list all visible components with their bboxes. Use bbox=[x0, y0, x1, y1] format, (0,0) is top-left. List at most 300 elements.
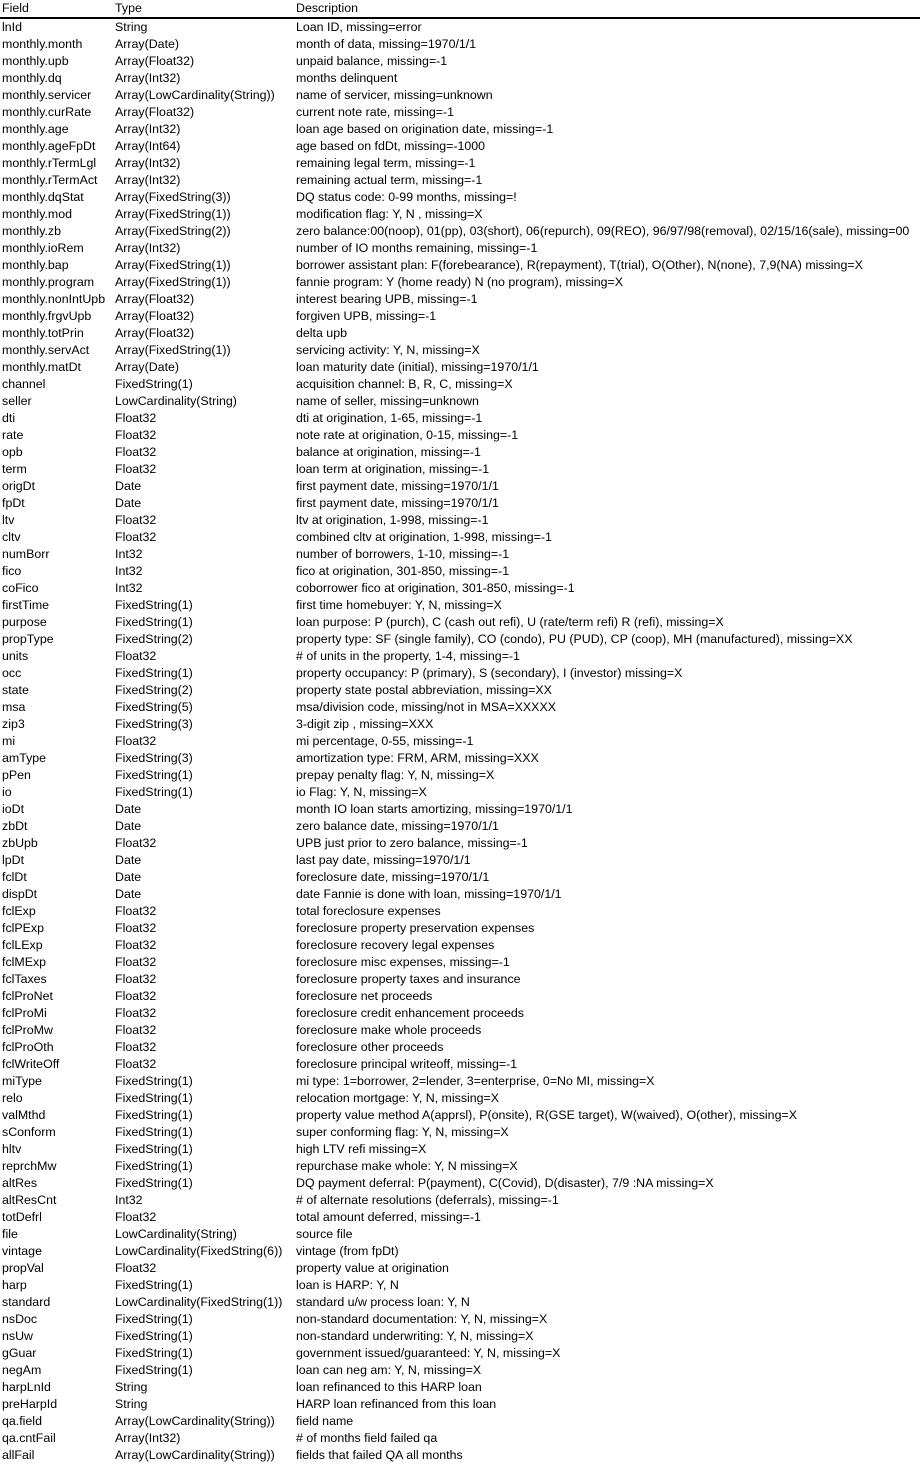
field-name-cell: fclLExp bbox=[2, 938, 43, 952]
table-row bbox=[0, 784, 920, 801]
field-name-cell: pPen bbox=[2, 768, 31, 782]
table-row bbox=[0, 325, 920, 342]
field-type-cell: Float32 bbox=[115, 1040, 157, 1054]
field-type-cell: Array(Int32) bbox=[115, 71, 181, 85]
field-description-cell: remaining legal term, missing=-1 bbox=[296, 156, 476, 170]
table-row bbox=[0, 546, 920, 563]
table-row bbox=[0, 1124, 920, 1141]
field-type-cell: Float32 bbox=[115, 428, 157, 442]
field-name-cell: monthly.zb bbox=[2, 224, 61, 238]
field-type-cell: Date bbox=[115, 479, 142, 493]
field-type-cell: Float32 bbox=[115, 1006, 157, 1020]
field-type-cell: Array(Float32) bbox=[115, 309, 195, 323]
field-type-cell: Array(Int32) bbox=[115, 122, 181, 136]
table-row bbox=[0, 665, 920, 682]
table-row bbox=[0, 206, 920, 223]
field-name-cell: valMthd bbox=[2, 1108, 46, 1122]
field-name-cell: mi bbox=[2, 734, 16, 748]
field-type-cell: Date bbox=[115, 870, 142, 884]
field-type-cell: FixedString(1) bbox=[115, 615, 193, 629]
field-description-cell: foreclosure other proceeds bbox=[296, 1040, 444, 1054]
field-type-cell: Float32 bbox=[115, 411, 157, 425]
field-name-cell: monthly.program bbox=[2, 275, 95, 289]
field-description-cell: total foreclosure expenses bbox=[296, 904, 441, 918]
table-row bbox=[0, 1379, 920, 1396]
field-type-cell: Array(FixedString(2)) bbox=[115, 224, 231, 238]
field-name-cell: standard bbox=[2, 1295, 51, 1309]
field-name-cell: msa bbox=[2, 700, 26, 714]
table-row bbox=[0, 18, 920, 36]
field-description-cell: loan refinanced to this HARP loan bbox=[296, 1380, 482, 1394]
field-description-cell: standard u/w process loan: Y, N bbox=[296, 1295, 470, 1309]
field-description-cell: super conforming flag: Y, N, missing=X bbox=[296, 1125, 509, 1139]
field-type-cell: FixedString(3) bbox=[115, 751, 193, 765]
field-type-cell: Int32 bbox=[115, 1193, 143, 1207]
field-name-cell: fclDt bbox=[2, 870, 27, 884]
field-type-cell: Array(Int32) bbox=[115, 1431, 181, 1445]
field-name-cell: monthly.age bbox=[2, 122, 69, 136]
field-description-cell: modification flag: Y, N , missing=X bbox=[296, 207, 483, 221]
field-type-cell: Float32 bbox=[115, 972, 157, 986]
field-description-cell: total amount deferred, missing=-1 bbox=[296, 1210, 481, 1224]
table-row bbox=[0, 155, 920, 172]
table-row bbox=[0, 138, 920, 155]
field-name-cell: seller bbox=[2, 394, 32, 408]
field-name-cell: monthly.totPrin bbox=[2, 326, 84, 340]
field-name-cell: monthly.dq bbox=[2, 71, 62, 85]
field-type-cell: Float32 bbox=[115, 649, 157, 663]
field-name-cell: io bbox=[2, 785, 12, 799]
field-description-cell: delta upb bbox=[296, 326, 347, 340]
table-row bbox=[0, 359, 920, 376]
field-type-cell: FixedString(1) bbox=[115, 1278, 193, 1292]
field-type-cell: FixedString(1) bbox=[115, 1329, 193, 1343]
field-type-cell: Array(FixedString(3)) bbox=[115, 190, 231, 204]
column-header-description: Description bbox=[294, 0, 920, 18]
field-name-cell: nsDoc bbox=[2, 1312, 38, 1326]
field-name-cell: relo bbox=[2, 1091, 23, 1105]
field-type-cell: Array(Int32) bbox=[115, 156, 181, 170]
field-name-cell: preHarpId bbox=[2, 1397, 58, 1411]
field-type-cell: Array(Int64) bbox=[115, 139, 181, 153]
field-name-cell: vintage bbox=[2, 1244, 42, 1258]
field-description-cell: number of borrowers, 1-10, missing=-1 bbox=[296, 547, 510, 561]
field-name-cell: nsUw bbox=[2, 1329, 33, 1343]
field-description-cell: acquisition channel: B, R, C, missing=X bbox=[296, 377, 513, 391]
table-row bbox=[0, 1005, 920, 1022]
field-description-cell: prepay penalty flag: Y, N, missing=X bbox=[296, 768, 495, 782]
table-row bbox=[0, 1260, 920, 1277]
field-description-cell: fico at origination, 301-850, missing=-1 bbox=[296, 564, 510, 578]
field-description-cell: 3-digit zip , missing=XXX bbox=[296, 717, 434, 731]
field-name-cell: monthly.matDt bbox=[2, 360, 81, 374]
field-description-cell: unpaid balance, missing=-1 bbox=[296, 54, 448, 68]
table-row bbox=[0, 1022, 920, 1039]
field-description-cell: name of servicer, missing=unknown bbox=[296, 88, 493, 102]
field-type-cell: FixedString(1) bbox=[115, 1074, 193, 1088]
table-row bbox=[0, 937, 920, 954]
field-type-cell: Float32 bbox=[115, 445, 157, 459]
field-description-cell: government issued/guaranteed: Y, N, missing=X bbox=[296, 1346, 561, 1360]
field-name-cell: monthly.frgvUpb bbox=[2, 309, 92, 323]
field-name-cell: monthly.servicer bbox=[2, 88, 92, 102]
field-description-cell: zero balance date, missing=1970/1/1 bbox=[296, 819, 499, 833]
field-type-cell: Array(FixedString(1)) bbox=[115, 258, 231, 272]
column-header-field: Field bbox=[0, 0, 113, 18]
table-row bbox=[0, 1175, 920, 1192]
table-row bbox=[0, 767, 920, 784]
field-description-cell: loan age based on origination date, missing=-1 bbox=[296, 122, 554, 136]
table-row bbox=[0, 801, 920, 818]
field-name-cell: allFail bbox=[2, 1448, 35, 1462]
table-row bbox=[0, 274, 920, 291]
field-name-cell: fclProNet bbox=[2, 989, 53, 1003]
table-row bbox=[0, 1056, 920, 1073]
field-description-cell: relocation mortgage: Y, N, missing=X bbox=[296, 1091, 500, 1105]
field-description-cell: mi type: 1=borrower, 2=lender, 3=enterprise, 0=No MI, missing=X bbox=[296, 1074, 655, 1088]
table-row bbox=[0, 444, 920, 461]
field-description-cell: high LTV refi missing=X bbox=[296, 1142, 427, 1156]
field-name-cell: monthly.rTermLgl bbox=[2, 156, 97, 170]
field-description-cell: loan can neg am: Y, N, missing=X bbox=[296, 1363, 482, 1377]
table-row bbox=[0, 172, 920, 189]
field-name-cell: zbDt bbox=[2, 819, 28, 833]
field-name-cell: sConform bbox=[2, 1125, 56, 1139]
field-description-cell: age based on fdDt, missing=-1000 bbox=[296, 139, 486, 153]
field-type-cell: Array(Float32) bbox=[115, 54, 195, 68]
field-name-cell: fclMExp bbox=[2, 955, 47, 969]
table-row bbox=[0, 682, 920, 699]
field-name-cell: monthly.mod bbox=[2, 207, 73, 221]
field-type-cell: Date bbox=[115, 802, 142, 816]
field-type-cell: FixedString(1) bbox=[115, 1346, 193, 1360]
field-type-cell: FixedString(1) bbox=[115, 1159, 193, 1173]
table-row bbox=[0, 1396, 920, 1413]
field-name-cell: zip3 bbox=[2, 717, 25, 731]
table-row bbox=[0, 750, 920, 767]
field-description-cell: foreclosure net proceeds bbox=[296, 989, 433, 1003]
field-description-cell: loan is HARP: Y, N bbox=[296, 1278, 399, 1292]
field-description-cell: property type: SF (single family), CO (condo), PU (PUD), CP (coop), MH (manufactured), missing=XX bbox=[296, 632, 853, 646]
field-type-cell: String bbox=[115, 20, 148, 34]
table-row bbox=[0, 291, 920, 308]
field-type-cell: LowCardinality(String) bbox=[115, 1227, 237, 1241]
table-row bbox=[0, 580, 920, 597]
field-type-cell: FixedString(1) bbox=[115, 1363, 193, 1377]
table-row bbox=[0, 529, 920, 546]
field-name-cell: ltv bbox=[2, 513, 15, 527]
table-row bbox=[0, 121, 920, 138]
field-name-cell: altResCnt bbox=[2, 1193, 57, 1207]
field-type-cell: Array(FixedString(1)) bbox=[115, 343, 231, 357]
field-name-cell: reprchMw bbox=[2, 1159, 57, 1173]
field-name-cell: opb bbox=[2, 445, 23, 459]
field-description-cell: foreclosure principal writeoff, missing=-1 bbox=[296, 1057, 518, 1071]
field-description-cell: loan purpose: P (purch), C (cash out refi), U (rate/term refi) R (refi), missing=X bbox=[296, 615, 724, 629]
table-row bbox=[0, 87, 920, 104]
table-row bbox=[0, 1413, 920, 1430]
field-type-cell: Array(Float32) bbox=[115, 105, 195, 119]
table-row bbox=[0, 869, 920, 886]
field-name-cell: totDefrl bbox=[2, 1210, 42, 1224]
field-description-cell: interest bearing UPB, missing=-1 bbox=[296, 292, 478, 306]
field-description-cell: source file bbox=[296, 1227, 353, 1241]
field-type-cell: Float32 bbox=[115, 836, 157, 850]
field-type-cell: Array(LowCardinality(String)) bbox=[115, 1414, 275, 1428]
field-type-cell: FixedString(1) bbox=[115, 768, 193, 782]
field-description-cell: remaining actual term, missing=-1 bbox=[296, 173, 483, 187]
table-row bbox=[0, 733, 920, 750]
table-row bbox=[0, 1430, 920, 1447]
field-name-cell: monthly.rTermAct bbox=[2, 173, 98, 187]
field-type-cell: Array(Float32) bbox=[115, 326, 195, 340]
table-row bbox=[0, 1345, 920, 1362]
field-name-cell: fclTaxes bbox=[2, 972, 47, 986]
field-name-cell: term bbox=[2, 462, 27, 476]
table-row bbox=[0, 1447, 920, 1464]
table-row bbox=[0, 852, 920, 869]
field-description-cell: loan maturity date (initial), missing=1970/1/1 bbox=[296, 360, 539, 374]
field-description-cell: non-standard underwriting: Y, N, missing=X bbox=[296, 1329, 534, 1343]
table-row bbox=[0, 563, 920, 580]
field-description-cell: property occupancy: P (primary), S (secondary), I (investor) missing=X bbox=[296, 666, 683, 680]
field-name-cell: lpDt bbox=[2, 853, 25, 867]
table-row bbox=[0, 988, 920, 1005]
field-type-cell: Date bbox=[115, 853, 142, 867]
field-description-cell: months delinquent bbox=[296, 71, 398, 85]
field-name-cell: rate bbox=[2, 428, 24, 442]
table-row bbox=[0, 1311, 920, 1328]
field-type-cell: Float32 bbox=[115, 1210, 157, 1224]
field-name-cell: state bbox=[2, 683, 29, 697]
field-description-cell: Loan ID, missing=error bbox=[296, 20, 422, 34]
field-name-cell: monthly.ioRem bbox=[2, 241, 84, 255]
field-description-cell: ltv at origination, 1-998, missing=-1 bbox=[296, 513, 489, 527]
field-name-cell: harp bbox=[2, 1278, 27, 1292]
field-type-cell: Array(Int32) bbox=[115, 173, 181, 187]
table-row bbox=[0, 36, 920, 53]
field-name-cell: propVal bbox=[2, 1261, 44, 1275]
table-row bbox=[0, 716, 920, 733]
field-name-cell: negAm bbox=[2, 1363, 42, 1377]
field-description-cell: non-standard documentation: Y, N, missing=X bbox=[296, 1312, 548, 1326]
field-type-cell: FixedString(1) bbox=[115, 598, 193, 612]
field-description-cell: first time homebuyer: Y, N, missing=X bbox=[296, 598, 502, 612]
field-type-cell: FixedString(1) bbox=[115, 377, 193, 391]
field-description-cell: foreclosure make whole proceeds bbox=[296, 1023, 482, 1037]
field-name-cell: fpDt bbox=[2, 496, 25, 510]
field-name-cell: fclProOth bbox=[2, 1040, 54, 1054]
table-row bbox=[0, 1209, 920, 1226]
field-description-cell: mi percentage, 0-55, missing=-1 bbox=[296, 734, 474, 748]
field-description-cell: loan term at origination, missing=-1 bbox=[296, 462, 490, 476]
field-name-cell: monthly.dqStat bbox=[2, 190, 84, 204]
field-description-cell: field name bbox=[296, 1414, 354, 1428]
table-row bbox=[0, 1277, 920, 1294]
field-description-cell: coborrower fico at origination, 301-850, missing=-1 bbox=[296, 581, 575, 595]
field-description-cell: foreclosure property taxes and insurance bbox=[296, 972, 521, 986]
field-description-cell: dti at origination, 1-65, missing=-1 bbox=[296, 411, 483, 425]
field-name-cell: fclPExp bbox=[2, 921, 45, 935]
field-description-cell: foreclosure misc expenses, missing=-1 bbox=[296, 955, 510, 969]
field-description-cell: vintage (from fpDt) bbox=[296, 1244, 399, 1258]
field-description-cell: borrower assistant plan: F(forebearance), R(repayment), T(trial), O(Other), N(none), 7,9(NA) missing=X bbox=[296, 258, 863, 272]
field-name-cell: file bbox=[2, 1227, 18, 1241]
table-row bbox=[0, 308, 920, 325]
table-row bbox=[0, 189, 920, 206]
field-type-cell: String bbox=[115, 1397, 148, 1411]
field-type-cell: LowCardinality(String) bbox=[115, 394, 237, 408]
field-description-cell: DQ status code: 0-99 months, missing=! bbox=[296, 190, 517, 204]
field-type-cell: Float32 bbox=[115, 530, 157, 544]
field-type-cell: FixedString(3) bbox=[115, 717, 193, 731]
table-row bbox=[0, 886, 920, 903]
field-description-cell: amortization type: FRM, ARM, missing=XXX bbox=[296, 751, 539, 765]
field-type-cell: Float32 bbox=[115, 904, 157, 918]
field-type-cell: Float32 bbox=[115, 938, 157, 952]
field-name-cell: fclProMw bbox=[2, 1023, 53, 1037]
field-description-cell: io Flag: Y, N, missing=X bbox=[296, 785, 427, 799]
field-description-cell: property value method A(apprsl), P(onsite), R(GSE target), W(waived), O(other), missing=X bbox=[296, 1108, 797, 1122]
field-type-cell: FixedString(1) bbox=[115, 666, 193, 680]
field-description-cell: foreclosure credit enhancement proceeds bbox=[296, 1006, 524, 1020]
field-type-cell: FixedString(1) bbox=[115, 1108, 193, 1122]
table-row bbox=[0, 954, 920, 971]
field-name-cell: firstTime bbox=[2, 598, 50, 612]
field-description-cell: name of seller, missing=unknown bbox=[296, 394, 479, 408]
field-type-cell: Float32 bbox=[115, 1023, 157, 1037]
field-name-cell: monthly.nonIntUpb bbox=[2, 292, 106, 306]
table-row bbox=[0, 1158, 920, 1175]
table-row bbox=[0, 631, 920, 648]
field-description-cell: foreclosure property preservation expenses bbox=[296, 921, 535, 935]
table-row bbox=[0, 1107, 920, 1124]
field-description-cell: date Fannie is done with loan, missing=1970/1/1 bbox=[296, 887, 562, 901]
field-description-cell: servicing activity: Y, N, missing=X bbox=[296, 343, 480, 357]
field-type-cell: FixedString(1) bbox=[115, 785, 193, 799]
field-type-cell: Float32 bbox=[115, 989, 157, 1003]
field-description-cell: HARP loan refinanced from this loan bbox=[296, 1397, 497, 1411]
field-name-cell: purpose bbox=[2, 615, 47, 629]
field-description-cell: fields that failed QA all months bbox=[296, 1448, 463, 1462]
field-type-cell: FixedString(2) bbox=[115, 632, 193, 646]
field-type-cell: String bbox=[115, 1380, 148, 1394]
field-name-cell: monthly.curRate bbox=[2, 105, 92, 119]
field-description-cell: # of alternate resolutions (deferrals), missing=-1 bbox=[296, 1193, 559, 1207]
field-type-cell: Date bbox=[115, 819, 142, 833]
table-row bbox=[0, 70, 920, 87]
field-type-cell: Date bbox=[115, 496, 142, 510]
field-description-cell: month IO loan starts amortizing, missing=1970/1/1 bbox=[296, 802, 573, 816]
field-description-cell: first payment date, missing=1970/1/1 bbox=[296, 479, 499, 493]
field-name-cell: origDt bbox=[2, 479, 36, 493]
field-type-cell: FixedString(1) bbox=[115, 1142, 193, 1156]
table-row bbox=[0, 223, 920, 240]
field-name-cell: zbUpb bbox=[2, 836, 38, 850]
table-row bbox=[0, 818, 920, 835]
table-row bbox=[0, 240, 920, 257]
column-header-type: Type bbox=[113, 0, 294, 18]
table-row bbox=[0, 257, 920, 274]
field-type-cell: Array(Float32) bbox=[115, 292, 195, 306]
field-name-cell: fclWriteOff bbox=[2, 1057, 60, 1071]
field-type-cell: Float32 bbox=[115, 462, 157, 476]
field-type-cell: FixedString(2) bbox=[115, 683, 193, 697]
field-type-cell: Array(FixedString(1)) bbox=[115, 275, 231, 289]
field-description-cell: zero balance:00(noop), 01(pp), 03(short), 06(repurch), 09(REO), 96/97/98(removal), 02/15/16(sale), missing=00 bbox=[296, 224, 910, 238]
field-type-cell: Array(LowCardinality(String)) bbox=[115, 88, 275, 102]
field-description-cell: msa/division code, missing/not in MSA=XXXXX bbox=[296, 700, 556, 714]
field-type-cell: Int32 bbox=[115, 564, 143, 578]
field-type-cell: FixedString(5) bbox=[115, 700, 193, 714]
table-row bbox=[0, 342, 920, 359]
field-name-cell: monthly.ageFpDt bbox=[2, 139, 96, 153]
field-name-cell: ioDt bbox=[2, 802, 25, 816]
field-description-cell: combined cltv at origination, 1-998, missing=-1 bbox=[296, 530, 552, 544]
field-name-cell: altRes bbox=[2, 1176, 38, 1190]
field-name-cell: propType bbox=[2, 632, 54, 646]
table-row bbox=[0, 461, 920, 478]
field-name-cell: numBorr bbox=[2, 547, 50, 561]
field-description-cell: # of months field failed qa bbox=[296, 1431, 438, 1445]
table-row bbox=[0, 478, 920, 495]
field-name-cell: amType bbox=[2, 751, 47, 765]
field-description-cell: DQ payment deferral: P(payment), C(Covid), D(disaster), 7/9 :NA missing=X bbox=[296, 1176, 714, 1190]
field-type-cell: Int32 bbox=[115, 581, 143, 595]
field-description-cell: note rate at origination, 0-15, missing=-1 bbox=[296, 428, 519, 442]
table-row bbox=[0, 903, 920, 920]
field-name-cell: occ bbox=[2, 666, 22, 680]
table-row bbox=[0, 512, 920, 529]
field-type-cell: Float32 bbox=[115, 955, 157, 969]
field-description-cell: # of units in the property, 1-4, missing=-1 bbox=[296, 649, 520, 663]
table-row bbox=[0, 1294, 920, 1311]
field-description-cell: property state postal abbreviation, missing=XX bbox=[296, 683, 552, 697]
field-description-cell: fannie program: Y (home ready) N (no program), missing=X bbox=[296, 275, 624, 289]
table-row bbox=[0, 393, 920, 410]
table-header bbox=[0, 0, 920, 18]
field-name-cell: harpLnId bbox=[2, 1380, 51, 1394]
field-description-cell: balance at origination, missing=-1 bbox=[296, 445, 481, 459]
field-type-cell: Array(LowCardinality(String)) bbox=[115, 1448, 275, 1462]
field-type-cell: FixedString(1) bbox=[115, 1125, 193, 1139]
field-name-cell: qa.cntFail bbox=[2, 1431, 56, 1445]
field-type-cell: Array(Date) bbox=[115, 37, 180, 51]
field-description-cell: month of data, missing=1970/1/1 bbox=[296, 37, 477, 51]
table-row bbox=[0, 597, 920, 614]
field-name-cell: monthly.servAct bbox=[2, 343, 90, 357]
table-row bbox=[0, 648, 920, 665]
field-description-cell: foreclosure recovery legal expenses bbox=[296, 938, 495, 952]
field-name-cell: fico bbox=[2, 564, 22, 578]
table-row bbox=[0, 1328, 920, 1345]
field-name-cell: coFico bbox=[2, 581, 39, 595]
field-name-cell: units bbox=[2, 649, 29, 663]
table-row bbox=[0, 53, 920, 70]
field-type-cell: Float32 bbox=[115, 513, 157, 527]
field-type-cell: Float32 bbox=[115, 1261, 157, 1275]
field-description-cell: property value at origination bbox=[296, 1261, 449, 1275]
table-body bbox=[0, 18, 920, 1464]
table-row bbox=[0, 1192, 920, 1209]
header-row bbox=[0, 0, 920, 18]
field-name-cell: channel bbox=[2, 377, 46, 391]
table-row bbox=[0, 1090, 920, 1107]
field-description-cell: foreclosure date, missing=1970/1/1 bbox=[296, 870, 490, 884]
table-row bbox=[0, 495, 920, 512]
field-type-cell: Array(FixedString(1)) bbox=[115, 207, 231, 221]
table-row bbox=[0, 1226, 920, 1243]
